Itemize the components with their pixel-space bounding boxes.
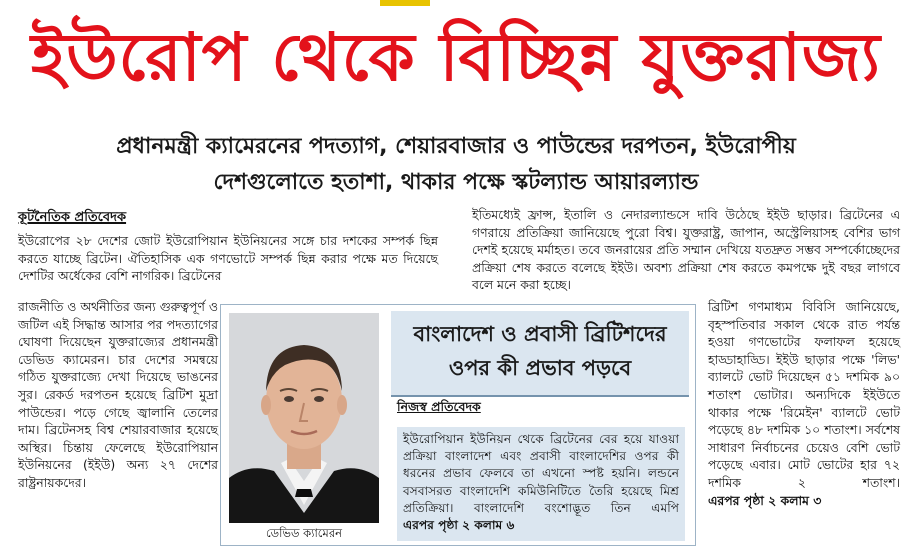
story-right-top: ইতিমধ্যেই ফ্রান্স, ইতালি ও নেদারল্যান্ডসে দাবি উঠেছে ইইউ ছাড়ার। ব্রিটেনের এ গণরায়ে প্রতিক্রিয়া জানিয়েছে পুরো বিশ্ব। যুক্তরাষ্ট্র, জাপান, অস্ট্রেলিয়াসহ বেশির ভাগ দেশই হয়েছে মর্মাহত। তবে জনরায়ের প্রতি সম্মান দেখিয়ে যতদ্রুত সম্ভব সম্পর্কোচ্ছেদের প্রক্রিয়া শেষ করতে বলেছে ইইউ। অবশ্য প্রক্রিয়া শেষ করতে কমপক্ষে দুই বছর লাগবে বলে মনে করা হচ্ছে। <box>472 207 900 293</box>
portrait-illustration <box>229 313 379 523</box>
story-right-column-text: ব্রিটিশ গণমাধ্যম বিবিসি জানিয়েছে, বৃহস্পতিবার সকাল থেকে রাত পর্যন্ত হওয়া গণভোটের ফলাফল হয়েছে হাড্ডাহাড্ডি। ইইউ ছাড়ার পক্ষে 'লিভ' ব্যালটে ভোট দিয়েছেন ৫১ দশমিক ৯০ শতাংশ ভোটার। অন্যদিকে ইইউতে থাকার পক্ষে 'রিমেইন' ব্যালটে ভোট পড়েছে ৪৮ দশমিক ১০ শতাংশ। সর্বশেষ সাধারণ নির্বাচনের চেয়েও বেশি ভোট পড়েছে এবার। মোট ভোটের হার ৭২ দশমিক ২ শতাংশ। <box>708 299 900 490</box>
sidebar-headline-line-2: ওপর কী প্রভাব পড়বে <box>448 356 632 380</box>
sidebar-body <box>397 427 685 541</box>
photo-caption: ডেভিড ক্যামেরন <box>265 526 343 540</box>
sidebar-headline-line-1: বাংলাদেশ ও প্রবাসী ব্রিটিশদের <box>413 322 667 346</box>
sidebar-continued-jump: এরপর পৃষ্ঠা ২ কলাম ৬ <box>403 518 515 533</box>
byline: কূটনৈতিক প্রতিবেদক <box>18 210 127 225</box>
sidebar-headline <box>391 311 689 397</box>
top-accent-bar <box>380 0 430 6</box>
story-left-column: রাজনীতি ও অর্থনীতির জন্য গুরুত্বপূর্ণ ও জটিল এই সিদ্ধান্ত আসার পর পদত্যাগের ঘোষণা দিয়েছেন যুক্তরাজ্যের প্রধানমন্ত্রী ডেভিড ক্যামেরন। চার দেশের সমন্বয়ে গঠিত যুক্তরাজ্যে দেখা দিয়েছে ভাঙনের সুর। রেকর্ড দরপতন হয়েছে ব্রিটিশ মুদ্রা পাউন্ডের। পড়ে গেছে জ্বালানি তেলের দাম। ব্রিটেনসহ বিশ্ব শেয়ারবাজার হয়েছে অস্থির। চিন্তায় ফেলেছে ইউরোপিয়ান ইউনিয়নের (ইইউ) অন্য ২৭ দেশের রাষ্ট্রনায়কদের। <box>18 299 218 490</box>
portrait-photo <box>229 313 379 523</box>
sidebar-byline: নিজস্ব প্রতিবেদক <box>397 399 481 414</box>
continued-jump: এরপর পৃষ্ঠা ২ কলাম ৩ <box>708 492 822 508</box>
sidebar-story-box <box>220 304 696 546</box>
story-right-column <box>708 298 900 509</box>
subheadline-line-2: দেশগুলোতে হতাশা, থাকার পক্ষে স্কটল্যান্ড আয়ারল্যান্ড <box>213 170 699 195</box>
subheadline-line-1: প্রধানমন্ত্রী ক্যামেরনের পদত্যাগ, শেয়ারবাজার ও পাউন্ডের দরপতন, ইউরোপীয় <box>116 134 796 159</box>
story-intro: ইউরোপের ২৮ দেশের জোট ইউরোপিয়ান ইউনিয়নের সঙ্গে চার দশকের সম্পর্ক ছিন্ন করতে যাচ্ছে ব্রিটেন। ঐতিহাসিক এক গণভোটে সম্পর্ক ছিন্ন করার পক্ষে মত দিয়েছে দেশটির অর্ধেকের বেশি নাগরিক। ব্রিটেনের <box>18 233 438 284</box>
page-headline: ইউরোপ থেকে বিচ্ছিন্ন যুক্তরাজ্য <box>30 19 882 96</box>
sidebar-body-text: ইউরোপিয়ান ইউনিয়ন থেকে ব্রিটেনের বের হয়ে যাওয়া প্রক্রিয়া বাংলাদেশ এবং প্রবাসী বাংলাদেশির ওপর কী ধরনের প্রভাব ফেলবে তা এখনো স্পষ্ট হয়নি। লন্ডনে বসবাসরত বাংলাদেশি কমিউনিটিতে তৈরি হয়েছে মিশ্র প্রতিক্রিয়া। বাংলাদেশি বংশোদ্ভূত তিন এমপি <box>403 432 679 515</box>
